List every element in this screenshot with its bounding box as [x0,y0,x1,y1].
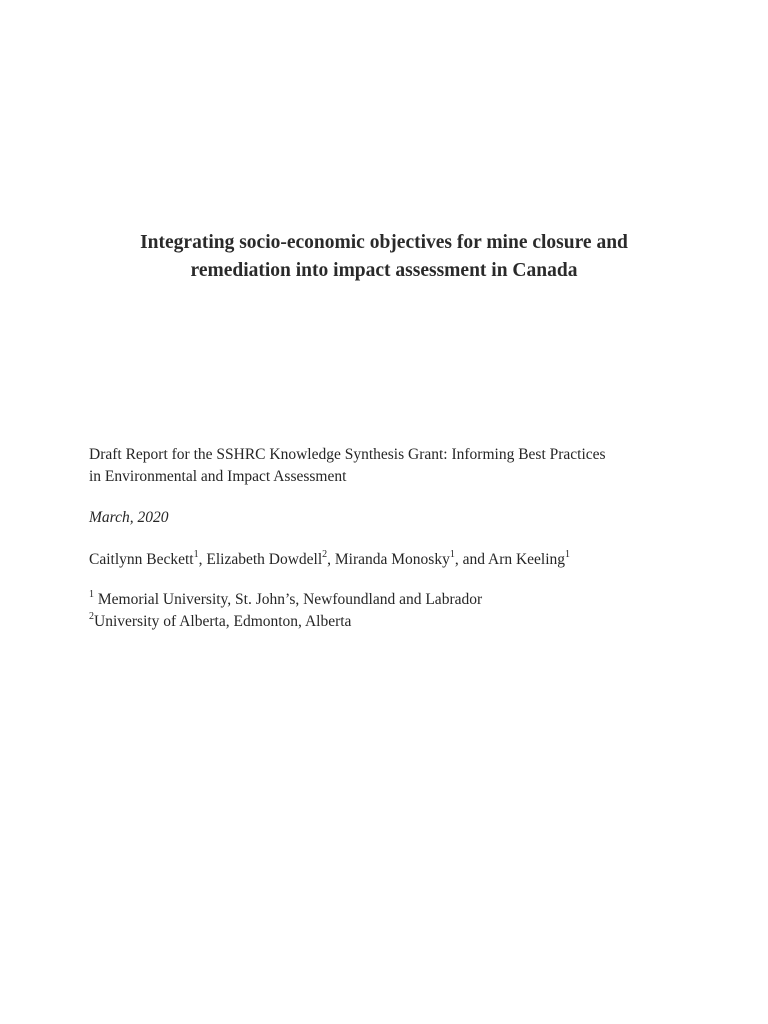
affiliation-number: 1 [89,588,94,600]
title-line-2: remediation into impact assessment in Canada [190,260,578,281]
author-affiliation-marker: 1 [193,548,199,560]
author-separator: , and [454,551,488,568]
affiliation-item [89,589,709,611]
affiliation-text: Memorial University, St. John’s, Newfoundland and Labrador [94,591,483,608]
author-list [89,549,709,571]
author-name: Caitlynn Beckett [89,551,194,568]
affiliation-number: 2 [89,610,94,622]
document-title [60,229,708,285]
author-name: Miranda Monosky [334,551,450,568]
author-name: Elizabeth Dowdell [206,551,323,568]
report-date: March, 2020 [89,509,169,526]
report-line-1: Draft Report for the SSHRC Knowledge Synthesis Grant: Informing Best Practices [89,446,606,463]
report-description [89,444,709,488]
author-separator: , [327,551,335,568]
affiliation-item [89,611,709,633]
affiliation-text: University of Alberta, Edmonton, Alberta [94,613,352,630]
author-name: Arn Keeling [488,551,566,568]
author-affiliation-marker: 1 [449,548,455,560]
title-line-1: Integrating socio-economic objectives for mine closure and [140,232,628,253]
author-affiliation-marker: 1 [565,548,571,560]
affiliation-list [89,589,709,633]
report-line-2: in Environmental and Impact Assessment [89,468,347,485]
author-separator: , [198,551,207,568]
author-affiliation-marker: 2 [322,548,328,560]
